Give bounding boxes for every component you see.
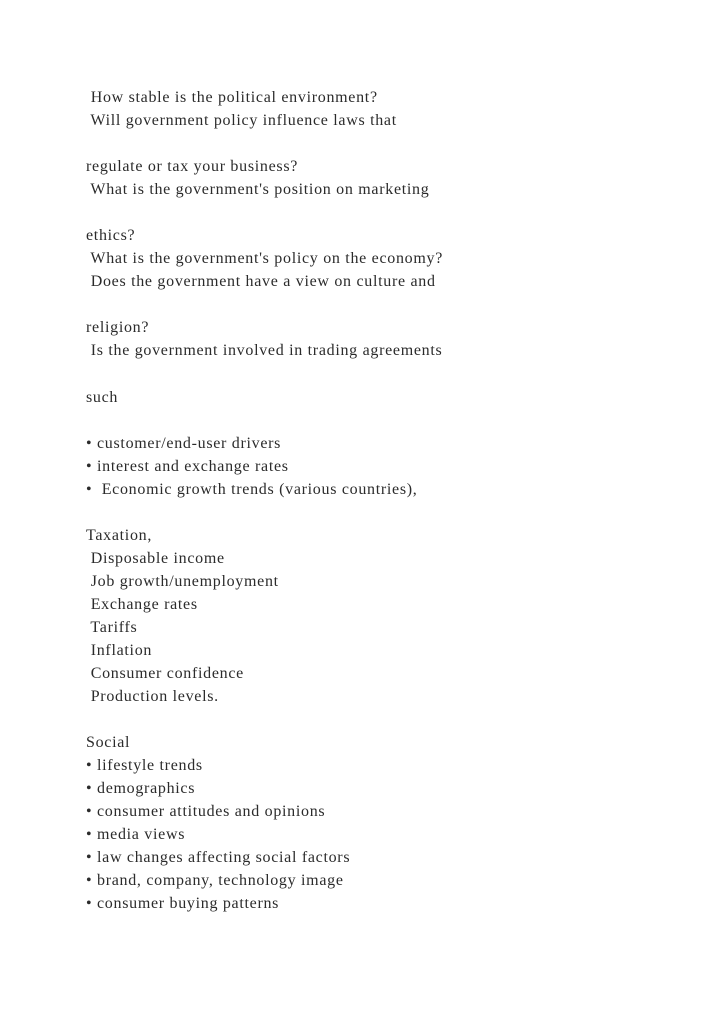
- text-line: such: [86, 389, 119, 406]
- text-line: Taxation,: [86, 527, 153, 544]
- text-line: What is the government's policy on the economy?: [86, 250, 443, 267]
- bullet-item: • consumer attitudes and opinions: [86, 803, 326, 820]
- bullet-item: • demographics: [86, 780, 196, 797]
- text-line: religion?: [86, 319, 150, 336]
- text-line: What is the government's position on marketing: [86, 181, 430, 198]
- bullet-item: • consumer buying patterns: [86, 895, 280, 912]
- text-line: Does the government have a view on culture and: [86, 273, 436, 290]
- text-line: Tariffs: [86, 619, 138, 636]
- text-line: ethics?: [86, 227, 136, 244]
- text-line: Job growth/unemployment: [86, 573, 279, 590]
- bullet-item: • law changes affecting social factors: [86, 849, 351, 866]
- text-line: Disposable income: [86, 550, 225, 567]
- text-line: Consumer confidence: [86, 665, 244, 682]
- text-line: How stable is the political environment?: [86, 89, 378, 106]
- section-heading-social: Social: [86, 734, 131, 751]
- text-line: Exchange rates: [86, 596, 198, 613]
- bullet-item: • interest and exchange rates: [86, 458, 289, 475]
- bullet-item: • customer/end-user drivers: [86, 435, 282, 452]
- text-line: Production levels.: [86, 688, 219, 705]
- text-line: Is the government involved in trading agreements: [86, 342, 443, 359]
- text-line: Inflation: [86, 642, 153, 659]
- text-line: Will government policy influence laws that: [86, 112, 397, 129]
- bullet-item: • brand, company, technology image: [86, 872, 344, 889]
- bullet-item: • Economic growth trends (various countries),: [86, 481, 418, 498]
- text-line: regulate or tax your business?: [86, 158, 299, 175]
- bullet-item: • lifestyle trends: [86, 757, 203, 774]
- bullet-item: • media views: [86, 826, 186, 843]
